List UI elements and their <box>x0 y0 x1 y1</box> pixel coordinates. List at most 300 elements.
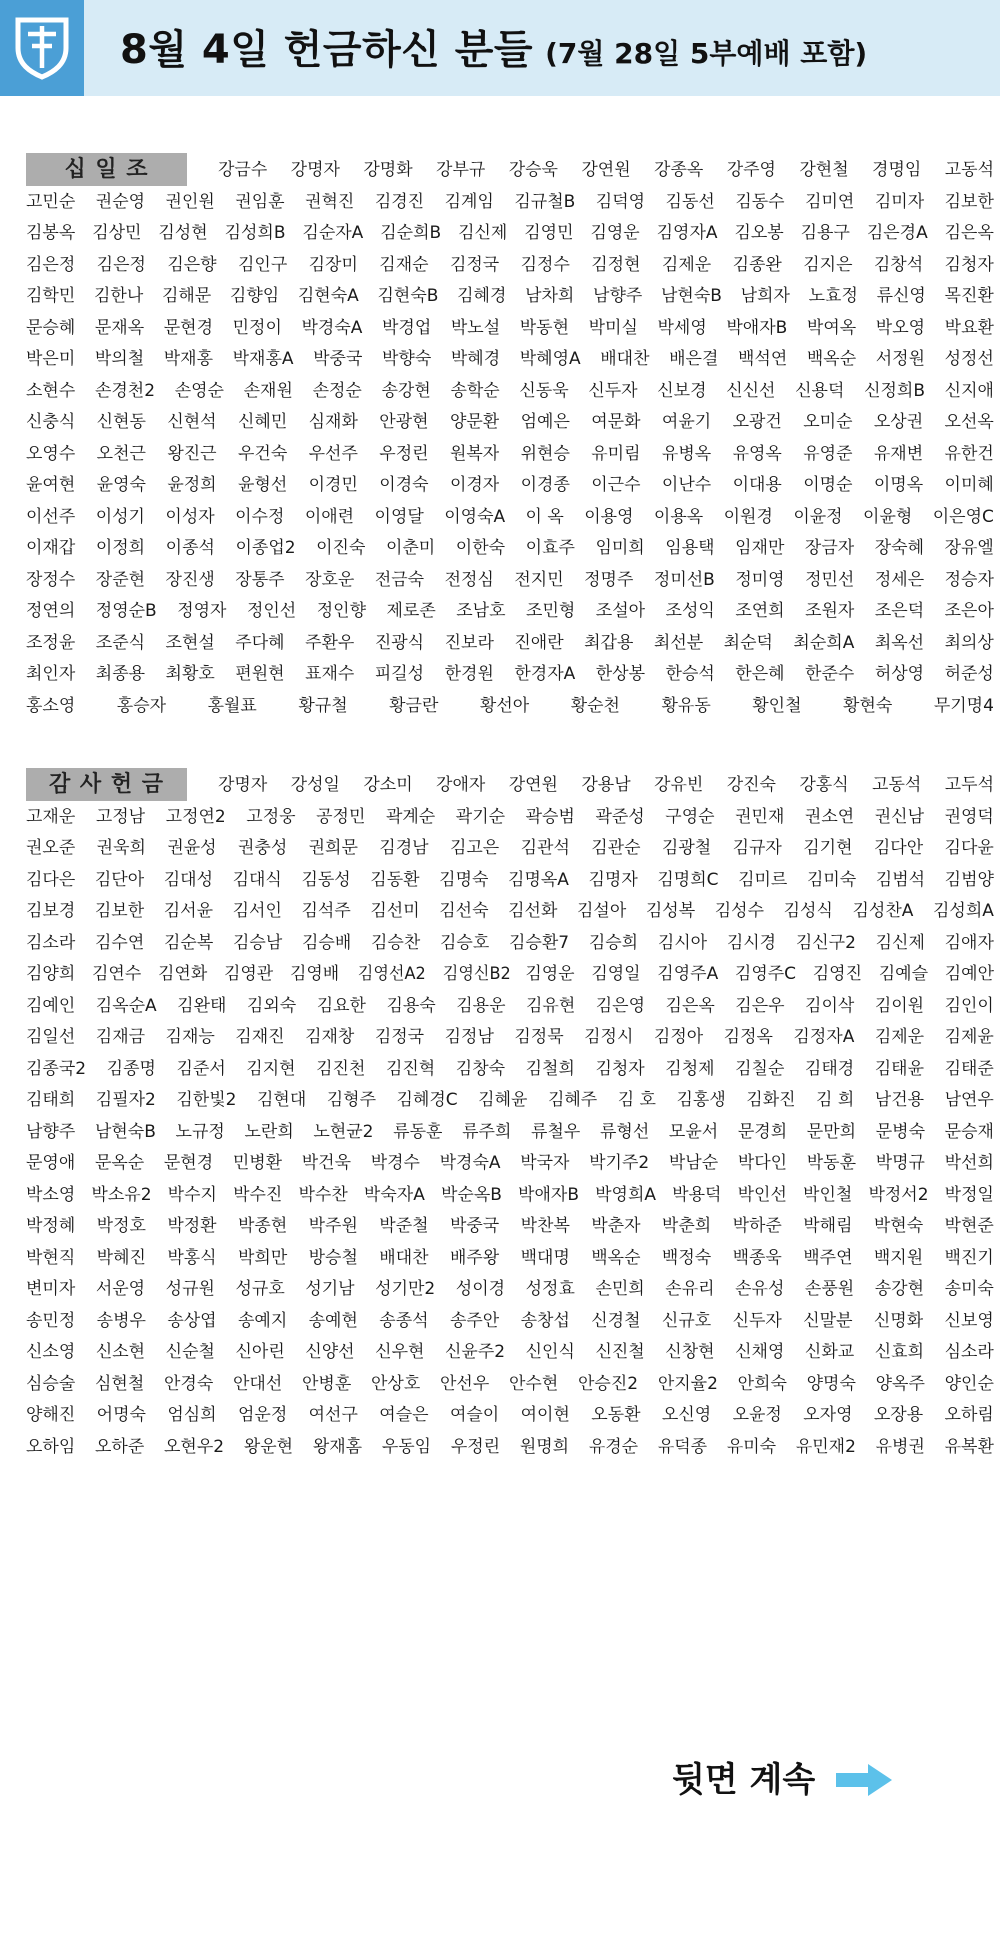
donor-name: 장유엘 <box>944 538 994 558</box>
donor-name: 최종용 <box>95 664 146 684</box>
donor-name: 배대찬 <box>600 349 650 369</box>
donor-name: 오천근 <box>96 443 146 464</box>
donor-name: 심승술 <box>26 1373 76 1394</box>
donor-name: 우건숙 <box>237 443 288 464</box>
donor-name: 한준수 <box>805 664 855 684</box>
donor-name: 김혜경 <box>457 286 507 306</box>
donor-name: 안광현 <box>379 412 429 432</box>
continue-notice <box>672 1755 892 1805</box>
donor-name: 전금숙 <box>374 569 425 590</box>
donor-name: 류형선 <box>599 1121 650 1142</box>
donor-name: 이대용 <box>732 475 782 495</box>
donor-name: 신소영 <box>26 1342 76 1362</box>
donor-name: 주환우 <box>305 632 355 653</box>
donor-name: 손정순 <box>312 380 362 401</box>
donor-name: 김다윤 <box>944 838 994 858</box>
donor-name: 신아린 <box>235 1342 285 1362</box>
donor-name: 진광식 <box>374 632 425 653</box>
donor-name: 김영주A <box>657 964 719 984</box>
donor-name: 남향주 <box>26 1121 76 1142</box>
donor-name: 김광철 <box>661 838 712 858</box>
donor-name: 김 희 <box>816 1090 855 1110</box>
donor-name: 박재홍 <box>163 349 214 369</box>
donor-name: 박해림 <box>803 1216 853 1236</box>
donor-name: 허상영 <box>874 664 925 684</box>
donor-name: 장진생 <box>165 569 215 590</box>
donor-name: 박은미 <box>26 349 76 369</box>
donor-name: 김철희 <box>525 1058 575 1079</box>
donor-name: 박영희A <box>595 1184 657 1205</box>
donor-name: 김승배 <box>302 932 352 953</box>
donor-name: 신창현 <box>665 1342 715 1362</box>
donor-name: 김승남 <box>233 932 283 953</box>
donor-name: 박정일 <box>944 1184 994 1205</box>
donor-name: 한경자A <box>514 664 576 684</box>
donor-name: 김보한 <box>944 191 994 212</box>
donor-name: 권충성 <box>237 838 288 858</box>
donor-name: 심소라 <box>944 1342 994 1362</box>
donor-name: 이경민 <box>308 475 358 495</box>
donor-name: 김유현 <box>525 995 576 1016</box>
donor-name: 김제윤 <box>944 1027 994 1047</box>
donor-name: 김청자 <box>944 254 994 275</box>
donor-name: 김정아 <box>653 1027 704 1047</box>
donor-name: 김제운 <box>661 254 712 275</box>
donor-name: 전지민 <box>514 569 564 590</box>
donor-name: 신보영 <box>944 1310 994 1331</box>
donor-name: 안희숙 <box>737 1373 787 1394</box>
donor-name: 김지은 <box>803 254 853 275</box>
donor-name: 정연의 <box>26 601 76 621</box>
donor-name: 박춘자 <box>591 1216 641 1236</box>
donor-name: 강부규 <box>436 160 486 180</box>
donor-name: 장호운 <box>305 569 355 590</box>
donor-name: 유영옥 <box>732 443 782 464</box>
donor-name: 황규철 <box>298 695 348 716</box>
donor-name: 변미자 <box>26 1279 76 1299</box>
donor-name: 안상호 <box>371 1373 421 1394</box>
donor-name: 신동욱 <box>519 380 569 401</box>
donor-name: 오영수 <box>26 443 76 464</box>
donor-name: 남희자 <box>740 286 790 306</box>
donor-name: 김제운 <box>874 1027 925 1047</box>
donor-name: 김영진 <box>812 964 863 984</box>
donor-name: 김외숙 <box>246 995 297 1016</box>
donor-name: 남건용 <box>874 1090 925 1110</box>
donor-name: 임재만 <box>735 538 785 558</box>
donor-name: 박미실 <box>588 317 638 338</box>
donor-name: 손풍원 <box>804 1279 855 1299</box>
donor-name: 박명규 <box>875 1153 925 1173</box>
donor-name: 문만희 <box>806 1121 857 1142</box>
donor-name: 곽기순 <box>455 806 506 827</box>
donor-name: 고정남 <box>95 806 146 827</box>
donor-name: 홍월표 <box>207 695 257 716</box>
donor-name: 박경숙A <box>301 317 363 338</box>
donor-name: 김순복 <box>164 932 214 953</box>
donor-name: 여이현 <box>520 1405 570 1425</box>
donor-name: 강승욱 <box>508 160 558 180</box>
donor-name: 박현숙 <box>873 1216 924 1236</box>
donor-name: 강금수 <box>218 160 268 180</box>
donor-name: 이경자 <box>449 475 500 495</box>
donor-name: 김영운 <box>525 964 575 984</box>
donor-name: 성이경 <box>455 1279 506 1299</box>
donor-name: 곽승범 <box>525 806 575 827</box>
donor-name: 김지현 <box>246 1058 296 1079</box>
donor-name: 박경업 <box>382 317 432 338</box>
donor-name: 유민재2 <box>795 1436 856 1457</box>
donor-name: 신말분 <box>803 1310 853 1331</box>
donor-name: 박찬복 <box>520 1216 570 1236</box>
donor-name: 표재수 <box>305 664 355 684</box>
donor-name: 김명숙 <box>439 869 489 890</box>
donor-name: 김혜경C <box>396 1090 458 1110</box>
donor-name: 오광건 <box>732 412 782 432</box>
donor-name: 엄운정 <box>237 1405 288 1425</box>
donor-name: 김창숙 <box>455 1058 506 1079</box>
donor-name: 신인식 <box>525 1342 575 1362</box>
donor-name: 박수지 <box>167 1184 217 1205</box>
donor-name: 박오영 <box>875 317 926 338</box>
donor-name: 서운영 <box>95 1279 146 1299</box>
donor-name: 권영덕 <box>944 806 994 827</box>
donor-name: 김성희A <box>933 901 994 921</box>
donor-name: 김현대 <box>256 1090 307 1110</box>
donor-name: 박세영 <box>657 317 707 338</box>
donor-name: 이명순 <box>803 475 853 495</box>
donor-name: 손영순 <box>174 380 224 401</box>
donor-name: 조은덕 <box>874 601 925 621</box>
donor-name: 박혜경 <box>450 349 501 369</box>
donor-name: 엄심희 <box>167 1405 217 1425</box>
donor-name: 김은옥 <box>944 223 994 243</box>
donor-name: 강주영 <box>726 160 776 180</box>
donor-name: 김은정 <box>96 254 146 275</box>
donor-name: 고민순 <box>26 191 76 212</box>
donor-name: 양해진 <box>26 1405 76 1425</box>
donor-name: 황순천 <box>570 695 620 716</box>
donor-name: 김영일 <box>591 964 641 984</box>
donor-name: 김은우 <box>735 995 785 1016</box>
donor-name: 김재창 <box>305 1027 355 1047</box>
donor-name: 황선아 <box>479 695 530 716</box>
donor-name: 정미영 <box>735 569 785 590</box>
donor-name: 여문화 <box>591 412 641 432</box>
donor-name: 무기명4 <box>933 695 994 716</box>
donor-name: 신효희 <box>874 1342 925 1362</box>
donor-name: 이한숙 <box>455 538 506 558</box>
donor-name: 박춘희 <box>661 1216 712 1236</box>
donor-name: 박선희 <box>944 1153 994 1173</box>
donor-name: 최의상 <box>944 632 994 653</box>
donor-name: 신지애 <box>944 380 994 401</box>
donor-name: 안승진2 <box>578 1373 639 1394</box>
donor-name: 황유동 <box>661 695 711 716</box>
donor-name: 성기남 <box>305 1279 355 1299</box>
donor-name: 송예현 <box>308 1310 358 1331</box>
donor-name: 유미림 <box>591 443 641 464</box>
donor-name: 김다은 <box>26 869 76 890</box>
donor-name: 한은혜 <box>735 664 785 684</box>
donor-name: 박수진 <box>233 1184 283 1205</box>
donor-name: 김혜윤 <box>478 1090 528 1110</box>
donor-name: 김인이 <box>944 995 994 1016</box>
donor-name: 이원경 <box>723 506 773 527</box>
donor-name: 배주왕 <box>449 1247 500 1268</box>
donor-name: 김대식 <box>232 869 282 890</box>
donor-name: 김석주 <box>301 901 351 921</box>
donor-name: 황인철 <box>752 695 802 716</box>
donor-name: 김재순 <box>379 254 429 275</box>
donor-name: 유병권 <box>875 1436 925 1457</box>
donor-name: 이 옥 <box>525 506 564 527</box>
donor-name: 이애련 <box>304 506 355 527</box>
donor-name: 유재변 <box>873 443 924 464</box>
donor-name: 이영달 <box>374 506 424 527</box>
donor-name: 이용옥 <box>653 506 704 527</box>
donor-name: 김보한 <box>94 901 145 921</box>
donor-name: 박경수 <box>370 1153 420 1173</box>
donor-name: 구영순 <box>665 806 715 827</box>
donor-name: 류동훈 <box>393 1121 443 1142</box>
donor-name: 곽준성 <box>595 806 645 827</box>
donor-name: 김양희 <box>26 964 76 984</box>
donor-name: 민정이 <box>232 317 282 338</box>
donor-name: 김청제 <box>665 1058 715 1079</box>
donor-name: 신현동 <box>96 412 146 432</box>
donor-name: 신신선 <box>726 380 776 401</box>
donor-name: 김정현 <box>591 254 641 275</box>
donor-name: 권윤성 <box>167 838 217 858</box>
donor-name: 김향임 <box>229 286 280 306</box>
donor-name: 김태윤 <box>874 1058 925 1079</box>
donor-name: 황금란 <box>389 695 439 716</box>
donor-name: 권순영 <box>95 191 146 212</box>
donor-name: 류주희 <box>462 1121 512 1142</box>
donor-name: 김은향 <box>167 254 217 275</box>
donor-name: 김영선A2 <box>357 964 426 984</box>
donor-name: 김애자 <box>944 932 994 953</box>
donor-name: 유덕종 <box>657 1436 708 1457</box>
donor-name: 박인철 <box>803 1184 853 1205</box>
donor-name: 김오봉 <box>734 223 784 243</box>
donor-name: 남현숙B <box>661 286 722 306</box>
donor-name: 오장용 <box>873 1405 924 1425</box>
donor-name: 성정선 <box>944 349 994 369</box>
donor-name: 김한나 <box>93 286 144 306</box>
donor-name: 오하림 <box>944 1405 994 1425</box>
donor-name: 조준식 <box>95 632 146 653</box>
donor-name: 김준서 <box>176 1058 226 1079</box>
donor-name: 강현철 <box>799 160 849 180</box>
donor-name: 김진혁 <box>385 1058 436 1079</box>
donor-name: 고두석 <box>944 775 994 795</box>
donor-name: 유한건 <box>944 443 994 464</box>
donor-name: 강명화 <box>363 160 413 180</box>
donor-name: 민병환 <box>232 1153 283 1173</box>
donor-name: 박재홍A <box>232 349 294 369</box>
donor-name: 김은경A <box>866 223 928 243</box>
donor-name: 김한빛2 <box>176 1090 237 1110</box>
donor-name: 오선옥 <box>944 412 994 432</box>
donor-name: 위현승 <box>520 443 570 464</box>
donor-name: 백진기 <box>944 1247 994 1268</box>
donor-name: 오하임 <box>26 1436 76 1457</box>
donor-name: 박정환 <box>167 1216 217 1236</box>
donor-name: 정세은 <box>874 569 925 590</box>
donor-name: 김태희 <box>26 1090 76 1110</box>
donor-name: 조정윤 <box>26 632 76 653</box>
donor-name: 박희만 <box>237 1247 288 1268</box>
donor-name: 신혜민 <box>237 412 288 432</box>
donor-name: 김정자A <box>793 1027 855 1047</box>
donor-name: 김칠순 <box>735 1058 785 1079</box>
donor-name: 김해문 <box>161 286 212 306</box>
donor-name: 박기주2 <box>589 1153 650 1173</box>
donor-name: 박용덕 <box>672 1184 722 1205</box>
donor-name: 남현숙B <box>94 1121 156 1142</box>
donor-name: 신양선 <box>305 1342 355 1362</box>
donor-name: 김승호 <box>440 932 490 953</box>
donor-name: 장준현 <box>95 569 146 590</box>
donor-name: 이성자 <box>165 506 215 527</box>
donor-name: 김태경 <box>804 1058 855 1079</box>
donor-name: 김창석 <box>873 254 924 275</box>
donor-name: 정미선B <box>653 569 715 590</box>
donor-name: 강성일 <box>290 775 340 795</box>
donor-name: 김예안 <box>944 964 994 984</box>
donor-name: 경명임 <box>872 160 922 180</box>
donor-name: 진애란 <box>514 632 564 653</box>
donor-name: 서정원 <box>875 349 926 369</box>
donor-name: 홍승자 <box>116 695 167 716</box>
donor-name: 심현철 <box>95 1373 145 1394</box>
donor-name: 한승석 <box>665 664 715 684</box>
donor-name: 문경희 <box>737 1121 788 1142</box>
donor-name: 백석연 <box>738 349 788 369</box>
donor-name: 공정민 <box>316 806 366 827</box>
donor-name: 허준성 <box>944 664 994 684</box>
donor-name: 이경숙 <box>379 475 429 495</box>
donor-name: 오자영 <box>803 1405 853 1425</box>
donor-name: 임용택 <box>665 538 715 558</box>
donor-name: 박소유2 <box>91 1184 152 1205</box>
donor-name: 조연희 <box>735 601 785 621</box>
donor-name: 김명자 <box>588 869 638 890</box>
donor-name: 정인선 <box>246 601 297 621</box>
donor-name: 백옥순 <box>806 349 857 369</box>
donor-name: 김명희C <box>657 869 719 890</box>
title-subtitle: (7월 28일 5부예배 포함) <box>545 37 868 70</box>
donor-name: 이춘미 <box>385 538 436 558</box>
donor-name: 김인구 <box>237 254 288 275</box>
donor-name: 박경숙A <box>439 1153 501 1173</box>
donor-name: 최순덕 <box>723 632 773 653</box>
donor-name: 박순옥B <box>440 1184 502 1205</box>
donor-name: 김성희B <box>224 223 286 243</box>
donor-name: 편원현 <box>235 664 285 684</box>
name-row <box>26 1427 994 1467</box>
donor-name: 신화교 <box>804 1342 855 1362</box>
donor-name: 김태준 <box>944 1058 994 1079</box>
donor-name: 조설아 <box>595 601 646 621</box>
donor-name: 한경원 <box>444 664 494 684</box>
donor-name: 양명숙 <box>806 1373 856 1394</box>
section-label: 십 일 조 <box>26 153 187 186</box>
donor-name: 노란희 <box>244 1121 294 1142</box>
donor-name: 김대성 <box>163 869 213 890</box>
donor-name: 오신영 <box>661 1405 712 1425</box>
donor-name: 박홍식 <box>167 1247 217 1268</box>
donor-name: 이종업2 <box>235 538 296 558</box>
donor-name: 이명옥 <box>873 475 924 495</box>
donor-name: 박인선 <box>737 1184 787 1205</box>
donor-name: 이선주 <box>26 506 76 527</box>
donor-name: 박여옥 <box>806 317 857 338</box>
donor-name: 오상권 <box>873 412 924 432</box>
donor-name: 김영신B2 <box>442 964 511 984</box>
donor-name: 손유성 <box>735 1279 785 1299</box>
donor-name: 김성식 <box>783 901 833 921</box>
donor-name: 박중국 <box>449 1216 500 1236</box>
donor-name: 이영숙A <box>444 506 506 527</box>
donor-name: 장통주 <box>235 569 285 590</box>
donor-name: 김신구2 <box>795 932 856 953</box>
donor-name: 김규자 <box>732 838 782 858</box>
donor-name: 조원자 <box>805 601 855 621</box>
donor-name: 방승철 <box>308 1247 358 1268</box>
donor-name: 이미혜 <box>944 475 994 495</box>
donor-name: 이재갑 <box>26 538 76 558</box>
donor-name: 권소연 <box>804 806 855 827</box>
donor-name: 배대찬 <box>379 1247 429 1268</box>
donor-name: 송미숙 <box>944 1279 994 1299</box>
donor-name: 김미르 <box>738 869 788 890</box>
donor-name: 양문환 <box>449 412 500 432</box>
donor-name: 김 호 <box>617 1090 656 1110</box>
donor-name: 최순희A <box>793 632 855 653</box>
donor-name: 김은영 <box>595 995 646 1016</box>
donor-name: 권오준 <box>26 838 76 858</box>
donor-name: 신정희B <box>864 380 925 401</box>
donor-name: 박정서2 <box>868 1184 929 1205</box>
donor-name: 양인순 <box>944 1373 994 1394</box>
donor-name: 김성수 <box>714 901 765 921</box>
donor-name: 김선화 <box>508 901 558 921</box>
donor-name: 김은정 <box>26 254 76 275</box>
donor-name: 김설아 <box>577 901 627 921</box>
donor-name: 김미자 <box>874 191 925 212</box>
donor-name: 강유빈 <box>654 775 704 795</box>
donor-name: 박향숙 <box>382 349 432 369</box>
donor-name: 조남호 <box>456 601 506 621</box>
donor-name: 강명자 <box>218 775 268 795</box>
title-main: 8월 4일 헌금하신 분들 <box>120 27 534 73</box>
donor-name: 소현수 <box>26 380 76 401</box>
donor-name: 한상봉 <box>595 664 646 684</box>
donor-name: 문현경 <box>163 317 214 338</box>
donor-name: 김봉옥 <box>26 223 76 243</box>
donor-name: 김정남 <box>444 1027 494 1047</box>
donor-name: 이난수 <box>661 475 712 495</box>
donor-name: 오미순 <box>803 412 853 432</box>
donor-name: 박동현 <box>519 317 570 338</box>
donor-name: 송강현 <box>381 380 431 401</box>
donor-name: 왕재홈 <box>312 1436 363 1457</box>
donor-name: 김신제 <box>875 932 925 953</box>
donor-name: 박정혜 <box>26 1216 76 1236</box>
